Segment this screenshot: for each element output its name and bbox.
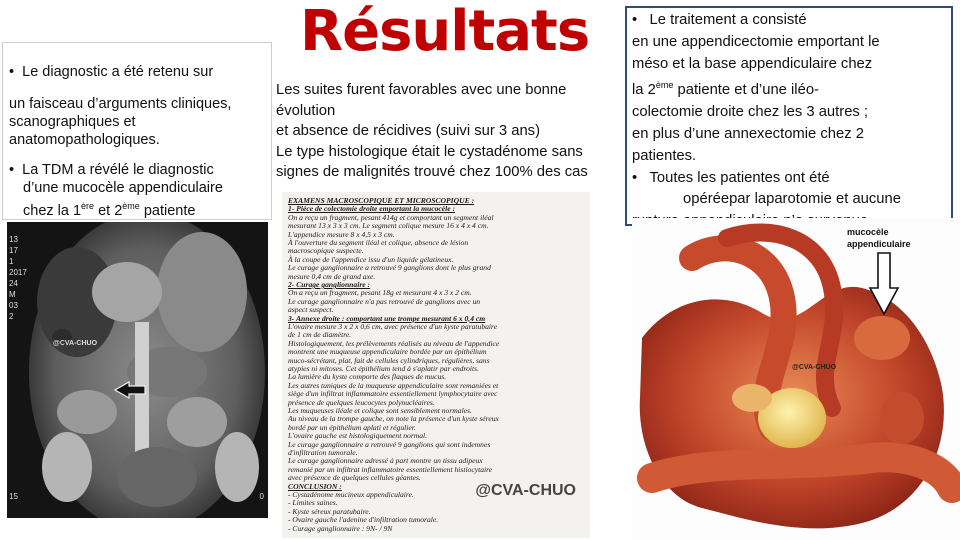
report-line: Les muqueuses iléale et colique sont sensiblement normales. [288,406,472,415]
report-line: aspect suspect. [288,305,334,315]
treatment-line: colectomie droite chez les 3 autres ; [632,104,869,121]
report-line: CONCLUSION : [288,481,342,491]
report-line: Le curage ganglionnaire adressé à part montre un tissu adipeux [288,456,483,466]
report-line: 2- Curage ganglionnaire : [288,280,371,289]
report-line: Le curage ganglionnaire n'a pas retrouvé de ganglions avec un [288,296,481,306]
treatment-text [632,10,952,233]
report-line: On a reçu un fragment, pesant 18g et mesurant 4 x 3 x 2 cm. [288,288,472,298]
report-line: siège d'un infiltrat inflammatoire essentiellement lymphocytaire avec [288,389,498,399]
mucocele-label: mucocèle appendiculaire [847,227,911,249]
specimen-drawing [632,218,960,540]
bullet-icon: • [632,169,650,186]
report-line: Le curage ganglionnaire a retrouvé 9 ganglions dont le plus grand [288,263,491,273]
report-line: remanié par un infiltrat inflammatoire essentiellement histiocytaire [288,464,493,474]
report-line: d'infiltration tumorale. [288,448,358,457]
diagnostic-bullet [9,63,213,81]
report-line: mesure 0,4 cm de grand axe. [288,271,376,281]
treatment-line: méso et la base appendiculaire chez [632,55,873,72]
report-line: À l'ouverture du segment iléal et colique, absence de lésion [288,238,469,247]
diagnostic-text: Le diagnostic a été retenu sur [22,64,214,80]
report-line: À la coupe de l'appendice issu d'un liquide gélatineux. [288,254,454,264]
report-line: L'appendice mesure 8 x 4,5 x 3 cm. [288,229,395,239]
report-line: - Kyste séreux paratubaire. [288,506,371,516]
report-line: 1- Pièce de colectomie droite emportant la mucocèle : [288,204,456,214]
ct-side-labels: 13 17 1 2017 24 M 03 2 [9,235,27,321]
report-line: EXAMENS MACROSCOPIQUE ET MICROSCOPIQUE : [288,196,475,205]
report-line: - Ovaire gauche l'adenine d'infiltration tumorale. [288,515,439,525]
treatment-line: en une appendicectomie emportant le [632,33,880,50]
ct-scan-image [7,222,268,518]
report-line: - Cystadénome mucineux appendiculaire. [288,490,414,499]
bullet-icon: • [9,64,23,80]
ct-watermark: @CVA-CHUO [53,340,98,347]
report-line: - Curage ganglionnaire : 9N- / 9N [288,523,393,533]
report-line: présence de quelques leucocytes polynucléaires. [288,397,435,407]
report-line: Le curage ganglionnaire a retrouvé 9 ganglions qui sont indemnes [288,439,491,449]
photo-watermark: @CVA-CHUO [792,364,837,371]
report-line: La lumière du kyste comporte des flaques de mucus. [288,372,447,382]
report-line: mesurant 13 x 3 x 3 cm. Le segment colique mesure 16 x 4 x 4 cm. [288,221,489,231]
ct-scan-drawing [7,222,268,518]
left-text-box [2,42,272,220]
report-watermark: @CVA-CHUO [475,482,576,499]
report-line: atypies ni mitoses. Cet épithélium tend à s'aplatir par endroits. [288,364,479,373]
arguments-paragraph: un faisceau d’arguments cliniques, scanographiques et anatomopathologiques. [9,96,232,148]
report-line: montrent une muqueuse appendiculaire bordée par un épithélium [288,347,487,357]
ct-bottom-right-label: 0 [259,492,264,501]
treatment-line: en plus d’une annexectomie chez 2 [632,125,864,142]
report-line: Au niveau de la trompe gauche, on note la présence d'un kyste séreux [288,414,499,424]
results-paragraph [276,80,616,183]
tdm-line-3: chez la 1ère et 2ème patiente [23,201,196,219]
ct-bottom-left-label: 15 [9,492,18,501]
laparotomy-line: opéréepar laparotomie et aucune [683,191,901,208]
tdm-line-1: La TDM a révélé le diagnostic [22,162,214,178]
results-line: et absence de récidives (suivi sur 3 ans) [276,123,541,140]
slide-title: Résultats [300,0,590,64]
bullet-icon: • [632,12,650,28]
report-line: L'ovaire mesure 3 x 2 x 0,6 cm, avec présence d'un kyste paratubaire [288,322,498,331]
pathology-report-image [282,192,590,538]
report-line: On a reçu un fragment, pesant 414g et comportant un segment iléal [288,212,494,222]
results-line: Les suites furent favorables avec une bonne [276,82,567,98]
surgical-specimen-photo [632,218,960,540]
report-line: macroscopique suspecte. [288,246,364,256]
treatment-bullet-line: • Le traitement a consisté [632,12,807,28]
results-line: Le type histologique était le cystadénome sans [276,143,583,160]
report-line: Histologiquement, les prélèvements réalisés au niveau de l'appendice [288,338,500,348]
report-line: avec présence de quelques cellules géantes. [288,473,421,483]
treatment-line: la 2ème patiente et d’une iléo- [632,80,819,99]
report-line: 3- Annexe droite : comportant une trompe mesurant 6 x 0,4 cm [288,313,486,323]
results-line: signes de malignités trouvé chez 100% des cas [276,164,588,181]
tdm-line-2: d’une mucocèle appendiculaire [23,180,223,196]
report-line: L'ovaire gauche est histologiquement normal. [288,431,428,441]
tdm-bullet [9,161,271,220]
report-line: bordé par un épithélium aplati et régulier. [288,422,416,432]
report-line: Les autres tuniques de la muqueuse appendiculaire sont remaniées et [288,380,499,390]
bullet-icon: • [9,162,23,178]
report-line: - Limites saines. [288,498,338,508]
report-line: muco-sécrétant, plat, fait de cellules cylindriques, régulières, sans [288,355,490,365]
treatment-line: patientes. [632,147,697,164]
report-line: de 1 cm de diamètre. [288,330,352,340]
results-line: évolution [276,102,336,119]
laparotomy-bullet-line: • Toutes les patientes ont été [632,169,830,186]
